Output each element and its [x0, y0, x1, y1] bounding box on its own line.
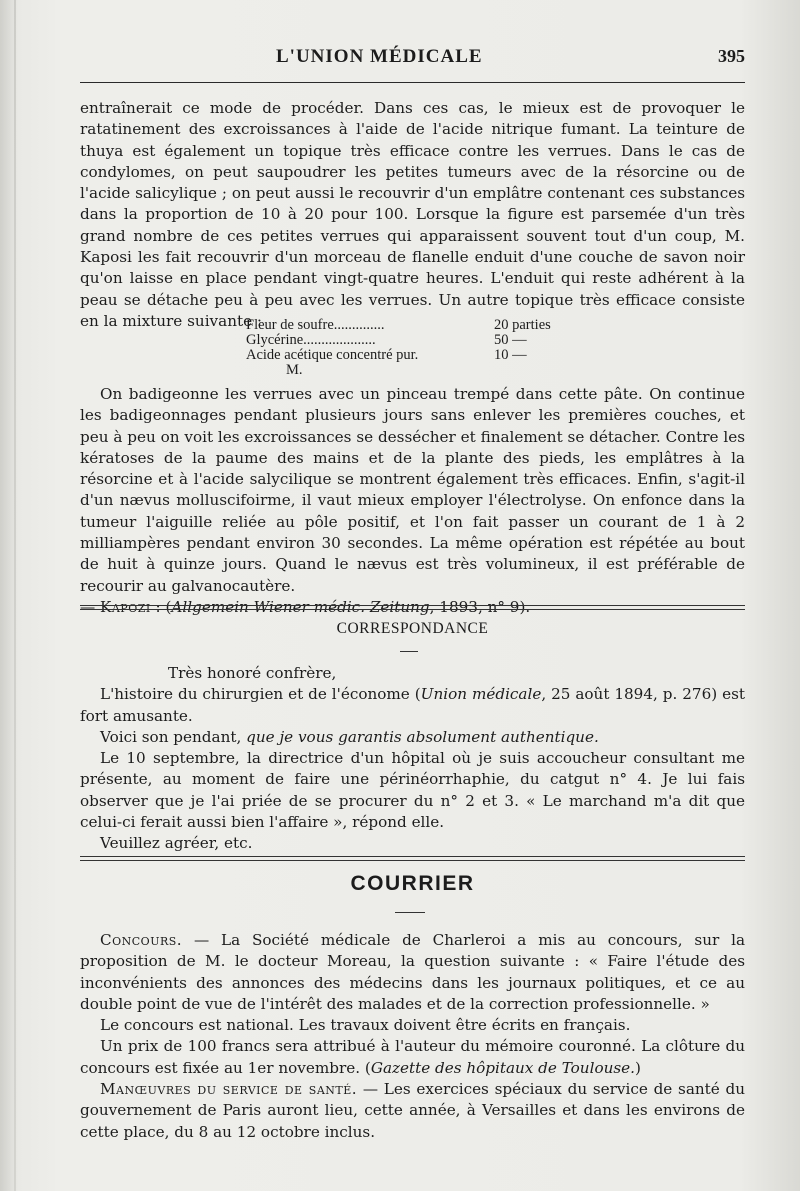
courrier-item: Le concours est national. Les travaux doivent être écrits en français.: [100, 1016, 631, 1035]
formula-row: [246, 333, 551, 348]
courrier-item-concours: [80, 930, 745, 1015]
citation-suffix: , 1893, n° 9).: [429, 597, 531, 616]
letter-salutation: Très honoré confrère,: [168, 664, 337, 682]
formula-row: [246, 318, 551, 333]
courrier-source: Gazette des hôpitaux de Toulouse.: [370, 1058, 635, 1077]
courrier-item-manoeuvres: [80, 1079, 745, 1143]
article-paragraph-1: entraînerait ce mode de procéder. Dans ces cas, le mieux est de provoquer le ratatinement des excroissances à l'aide de l'acide nitrique fumant. La teinture de thuya est également un topique très efficace contre les verrues. Dans le cas de condylomes, on peut saupoudrer les petites tumeurs avec de la résorcine ou de l'acide salicylique ; on peut aussi le recouvrir d'un emplâtre contenant ces substances dans la proportion de 10 à 20 pour 100. Lorsque la figure est parsemée d'un très grand nombre de ces petites verrues qui apparaissent souvent tout d'un coup, M. Kaposi les fait recouvrir d'un morceau de flanelle enduit d'une couche de savon noir qu'on laisse en place pendant vingt-quatre heures. L'enduit qui reste adhérent à la peau se détache peu à peu avec les verrues. Un autre topique très efficace consiste en la mixture suivante :: [80, 99, 745, 330]
citation-author: Kapozi: [100, 597, 151, 616]
journal-title: L'UNION MÉDICALE: [276, 46, 483, 67]
courrier-heading: COURRIER: [350, 872, 475, 895]
citation-journal: Allgemein Wiener médic. Zeitung: [171, 597, 430, 616]
citation-sep: : (: [150, 597, 172, 616]
formula-amount: 10 —: [494, 347, 527, 363]
formula-amount: 50 —: [494, 332, 527, 348]
courrier-item-text: — Les exercices spéciaux du service de santé du gouvernement de Paris auront lieu, cette année, à Versailles et dans les environs de cette place, du 8 au 12 octobre inclus.: [80, 1080, 745, 1141]
courrier-item-text: ): [634, 1058, 641, 1077]
letter-p2-italic: que je vous garantis absolument authentique.: [246, 727, 599, 746]
correspondance-heading: CORRESPONDANCE: [336, 620, 489, 637]
letter-closing: Veuillez agréer, etc.: [100, 834, 253, 853]
letter-p1-text-a: L'histoire du chirurgien et de l'économe (: [100, 685, 421, 704]
courrier-item-text: — La Société médicale de Charleroi a mis au concours, sur la proposition de M. le docteur Moreau, la question suivante : « Faire l'étude des inconvénients des annonces des médecins dans les journaux politiques, et ce au double point de vue de l'intérêt des malades et de la correction professionnelle. »: [80, 931, 745, 1013]
letter-paragraph-1: [80, 684, 745, 727]
section-rule: [80, 856, 745, 861]
heading-dash: [400, 651, 418, 652]
correspondance-block: [80, 663, 745, 855]
courrier-item: [80, 1036, 745, 1079]
formula-ingredient: Glycérine....................: [246, 332, 376, 348]
courrier-item-text: Un prix de 100 francs sera attribué à l'auteur du mémoire couronné. La clôture du concours est fixée au 1er novembre. (: [80, 1037, 745, 1077]
formula-ingredient: Fleur de soufre..............: [246, 317, 385, 333]
letter-p1-journal: Union médicale: [420, 685, 542, 704]
letter-paragraph-3: Le 10 septembre, la directrice d'un hôpital où je suis accoucheur consultant me présente, au moment de faire une périnéorrhaphie, du catgut n° 4. Je lui fais observer que je l'ai priée de se procurer du n° 2 et 3. « Le marchand m'a dit que celui-ci ferait aussi bien l'affaire », répond elle.: [80, 749, 745, 832]
running-header: [80, 44, 745, 74]
header-rule: [80, 82, 745, 83]
courrier-block: [80, 930, 745, 1143]
letter-p2-text: Voici son pendant,: [100, 727, 247, 746]
article-paragraph-2-text: On badigeonne les verrues avec un pinceau trempé dans cette pâte. On continue les badigeonnages pendant plusieurs jours sans enlever les premières couches, et peu à peu on voit les excroissances se dessécher et finalement se détacher. Contre les kératoses de la paume des mains et de la plante des pieds, les emplâtres à la résorcine et à l'acide salycilique se montrent également très efficaces. Enfin, s'agit-il d'un nævus molluscifoirme, il vaut mieux employer l'électrolyse. On enfonce dans la tumeur l'aiguille reliée au pôle positif, et l'on fait passer un courant de 1 à 2 milliampères pendant environ 30 secondes. La même opération est répétée au bout de huit à quinze jours. Quand le nævus est très volumineux, il est préférable de recourir au galvanocautère.: [80, 385, 745, 595]
heading-dash: [395, 912, 425, 913]
formula-ingredient: Acide acétique concentré pur.: [246, 347, 419, 363]
section-rule: [80, 605, 745, 610]
formula: [246, 318, 551, 378]
formula-sign: M.: [286, 362, 303, 378]
article-paragraph-2-block: [80, 384, 745, 618]
letter-paragraph-2: [80, 727, 745, 748]
citation-dash: —: [80, 597, 101, 616]
formula-row: [246, 348, 551, 363]
page-edge-shadow: [14, 0, 16, 1191]
courrier-item-label: Concours.: [100, 931, 183, 949]
article-paragraph-2: [80, 384, 745, 618]
article-paragraph-1-block: [80, 98, 745, 332]
courrier-item-label: Manœuvres du service de santé.: [100, 1080, 358, 1099]
page-number: 395: [718, 46, 745, 66]
letter-p1-text-b: , 25 août 1894, p. 276) est fort amusante.: [80, 685, 745, 725]
formula-amount: 20 parties: [494, 317, 551, 333]
